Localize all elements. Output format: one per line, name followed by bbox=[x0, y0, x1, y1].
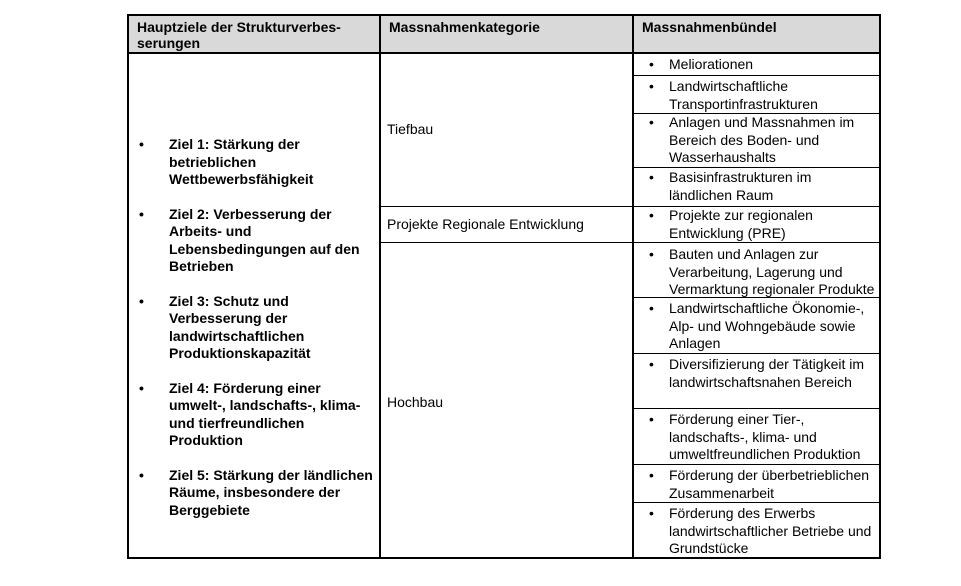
goal-item: • Ziel 3: Schutz und Verbesserung der landwirtschaftlichen Produktionskapazität bbox=[139, 292, 311, 361]
header-main-goals: Hauptziele der Strukturverbes- serungen bbox=[129, 16, 379, 52]
bullet-icon: • bbox=[649, 300, 654, 316]
measure-item: • Projekte zur regionalen Entwicklung (PRE) bbox=[649, 207, 813, 241]
measures-table bbox=[127, 14, 881, 559]
bullet-icon: • bbox=[649, 411, 654, 427]
category-regional-development: Projekte Regionale Entwicklung bbox=[387, 216, 584, 232]
column-divider-2 bbox=[632, 16, 634, 557]
header-measure-category: Massnahmenkategorie bbox=[381, 16, 632, 52]
measure-divider bbox=[634, 464, 879, 465]
bullet-icon: • bbox=[649, 56, 654, 72]
measure-divider bbox=[634, 167, 879, 168]
bullet-icon: • bbox=[649, 169, 654, 185]
measure-item: • Meliorationen bbox=[649, 56, 754, 72]
measure-item: • Förderung des Erwerbs landwirtschaftlicher Betriebe und Grundstücke bbox=[649, 505, 872, 556]
bullet-icon: • bbox=[649, 207, 654, 223]
measure-divider bbox=[634, 353, 879, 354]
header-divider bbox=[129, 52, 879, 54]
bullet-icon: • bbox=[649, 505, 654, 521]
measure-item: • Anlagen und Massnahmen im Bereich des Boden- und Wasserhaushalts bbox=[649, 114, 855, 165]
column-divider-1 bbox=[379, 16, 381, 557]
bullet-icon: • bbox=[139, 466, 144, 483]
measure-divider bbox=[634, 297, 879, 298]
measure-item: • Förderung der überbetrieblichen Zusammenarbeit bbox=[649, 467, 870, 501]
measure-item: • Förderung einer Tier-, landschafts-, klima- und umweltfreundlichen Produktion bbox=[649, 411, 861, 462]
measure-item: • Landwirtschaftliche Transportinfrastrukturen bbox=[649, 78, 818, 112]
goal-item: • Ziel 4: Förderung einer umwelt-, landschafts-, klima- und tierfreundlichen Produktion bbox=[139, 379, 361, 448]
measure-item: • Basisinfrastrukturen im ländlichen Raum bbox=[649, 169, 812, 203]
category-hochbau: Hochbau bbox=[387, 394, 444, 410]
goal-item: • Ziel 2: Verbesserung der Arbeits- und Lebensbedingungen auf den Betrieben bbox=[139, 205, 360, 274]
measure-divider bbox=[634, 408, 879, 409]
bullet-icon: • bbox=[649, 78, 654, 94]
header-measure-bundle: Massnahmenbündel bbox=[634, 16, 879, 52]
measure-item: • Landwirtschaftliche Ökonomie-, Alp- und Wohngebäude sowie Anlagen bbox=[649, 300, 865, 351]
goal-item: • Ziel 1: Stärkung der betrieblichen Wettbewerbsfähigkeit bbox=[139, 136, 314, 187]
bullet-icon: • bbox=[139, 205, 144, 222]
measure-divider bbox=[634, 242, 879, 243]
category-tiefbau: Tiefbau bbox=[387, 121, 434, 137]
bullet-icon: • bbox=[139, 136, 144, 152]
bullet-icon: • bbox=[649, 114, 654, 130]
bullet-icon: • bbox=[649, 467, 654, 483]
measure-item: • Bauten und Anlagen zur Verarbeitung, Lagerung und Vermarktung regionaler Produkte bbox=[649, 246, 875, 297]
category-divider bbox=[381, 242, 634, 243]
bullet-icon: • bbox=[649, 356, 654, 372]
measure-divider bbox=[634, 75, 879, 76]
bullet-icon: • bbox=[139, 379, 144, 396]
goal-item: • Ziel 5: Stärkung der ländlichen Räume, insbesondere der Berggebiete bbox=[139, 466, 373, 518]
goals-list bbox=[129, 136, 379, 536]
measure-item: • Diversifizierung der Tätigkeit im landwirtschaftsnahen Bereich bbox=[649, 356, 865, 390]
measure-divider bbox=[634, 502, 879, 503]
bullet-icon: • bbox=[139, 292, 144, 309]
category-divider bbox=[381, 206, 634, 207]
bullet-icon: • bbox=[649, 246, 654, 262]
